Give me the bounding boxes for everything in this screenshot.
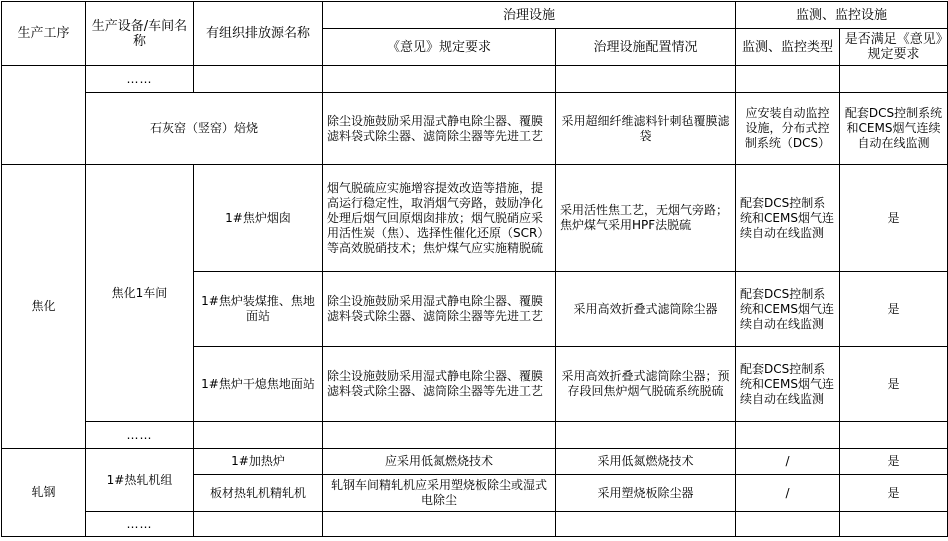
rolling-source-1: 1#加热炉 [194,449,323,475]
rolling-monitor-type-2: / [736,475,840,512]
rolling-dots: …… [86,512,194,537]
lime-config: 采用超细纤维滤料针刺毡覆膜滤袋 [556,93,736,165]
rolling-requirement-2: 轧钢车间精轧机应采用塑烧板除尘或湿式电除尘 [323,475,556,512]
header-config: 治理设施配置情况 [556,29,736,66]
lime-process-cell [2,66,86,165]
coking-source-1: 1#焦炉烟囱 [194,165,323,272]
rolling-equipment: 1#热轧机组 [86,449,194,512]
coking-source-2: 1#焦炉装煤推、焦地面站 [194,272,323,347]
coking-monitor-type-3: 配套DCS控制系统和CEMS烟气连续自动在线监测 [736,347,840,422]
header-monitor: 监测、监控设施 [736,2,948,29]
coking-dots: …… [86,422,194,449]
lime-row [2,93,948,165]
coking-meets-3: 是 [840,347,948,422]
header-monitor-type: 监测、监控类型 [736,29,840,66]
header-meets: 是否满足《意见》规定要求 [840,29,948,66]
rolling-monitor-type-1: / [736,449,840,475]
rolling-process: 轧钢 [2,449,86,537]
rolling-dots-row [2,512,948,537]
coking-monitor-type-2: 配套DCS控制系统和CEMS烟气连续自动在线监测 [736,272,840,347]
coking-requirement-1: 烟气脱硫应实施增容提效改造等措施，提高运行稳定性，取消烟气旁路，鼓励净化处理后烟气回原烟囱排放；烟气脱硝应采用活性炭（焦）、选择性催化还原（SCR）等高效脱硝技术；焦炉煤气应实施精脱硫 [323,165,556,272]
coking-requirement-3: 除尘设施鼓励采用湿式静电除尘器、覆膜滤料袋式除尘器、滤筒除尘器等先进工艺 [323,347,556,422]
coking-requirement-2: 除尘设施鼓励采用湿式静电除尘器、覆膜滤料袋式除尘器、滤筒除尘器等先进工艺 [323,272,556,347]
coking-config-1: 采用活性焦工艺，无烟气旁路；焦炉煤气采用HPF法脱硫 [556,165,736,272]
header-row-1 [2,2,948,29]
coking-source-3: 1#焦炉干熄焦地面站 [194,347,323,422]
coking-meets-2: 是 [840,272,948,347]
rolling-row-1 [2,449,948,475]
coking-row-1 [2,165,948,272]
emission-table [1,1,948,537]
rolling-config-2: 采用塑烧板除尘器 [556,475,736,512]
rolling-source-2: 板材热轧机精轧机 [194,475,323,512]
lime-dots-row [2,66,948,93]
rolling-requirement-1: 应采用低氮燃烧技术 [323,449,556,475]
header-equipment: 生产设备/车间名称 [86,2,194,66]
header-process: 生产工序 [2,2,86,66]
header-source: 有组织排放源名称 [194,2,323,66]
rolling-meets-2: 是 [840,475,948,512]
rolling-meets-1: 是 [840,449,948,475]
coking-meets-1: 是 [840,165,948,272]
coking-equipment: 焦化1车间 [86,165,194,422]
lime-requirement: 除尘设施鼓励采用湿式静电除尘器、覆膜滤料袋式除尘器、滤筒除尘器等先进工艺 [323,93,556,165]
coking-config-2: 采用高效折叠式滤筒除尘器 [556,272,736,347]
coking-process: 焦化 [2,165,86,449]
header-treatment: 治理设施 [323,2,736,29]
lime-source: 石灰窑（竖窑）焙烧 [86,93,323,165]
coking-dots-row [2,422,948,449]
coking-monitor-type-1: 配套DCS控制系统和CEMS烟气连续自动在线监测 [736,165,840,272]
lime-dots: …… [86,66,194,93]
lime-monitor-type: 应安装自动监控设施，分布式控制系统（DCS） [736,93,840,165]
rolling-config-1: 采用低氮燃烧技术 [556,449,736,475]
lime-meets: 配套DCS控制系统和CEMS烟气连续自动在线监测 [840,93,948,165]
header-requirement: 《意见》规定要求 [323,29,556,66]
coking-config-3: 采用高效折叠式滤筒除尘器；预存段回焦炉烟气脱硫系统脱硫 [556,347,736,422]
